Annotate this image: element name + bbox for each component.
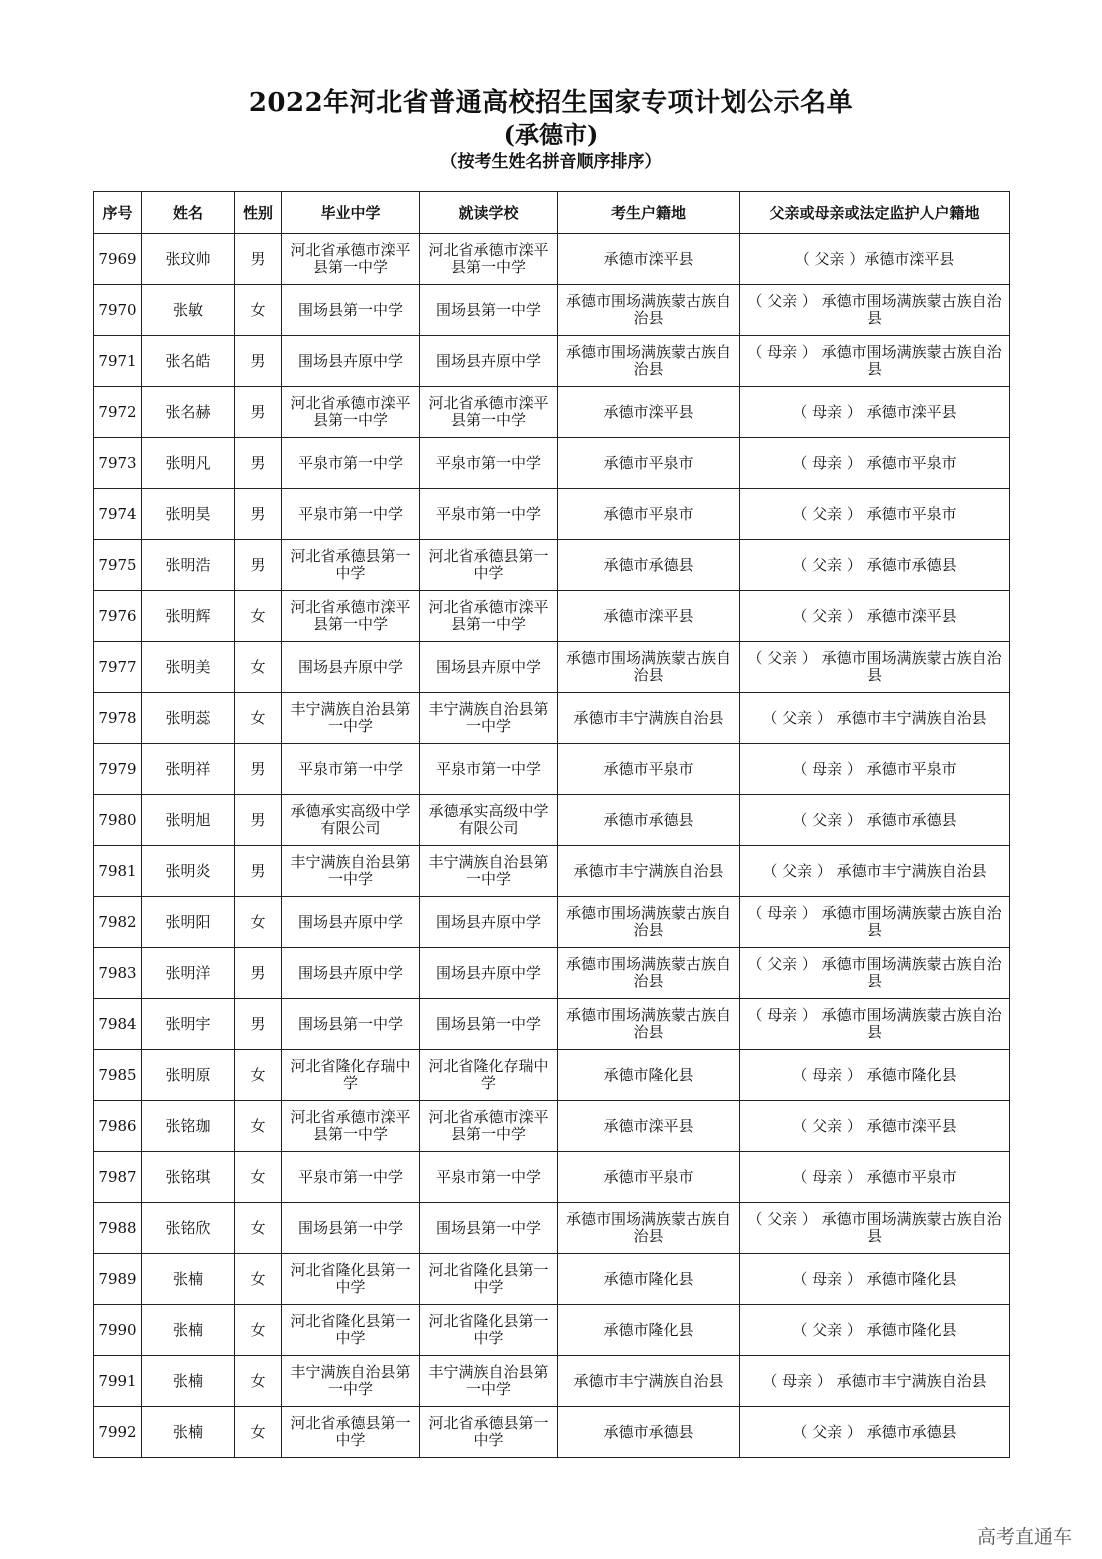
roster-table bbox=[93, 191, 1010, 1458]
cell-no: 7992 bbox=[94, 1407, 142, 1458]
cell-gender: 女 bbox=[235, 1050, 282, 1101]
cell-graduated-school: 围场县第一中学 bbox=[282, 1203, 420, 1254]
table-row bbox=[94, 1203, 1010, 1254]
cell-no: 7970 bbox=[94, 285, 142, 336]
cell-graduated-school: 围场县卉原中学 bbox=[282, 948, 420, 999]
cell-current-school: 平泉市第一中学 bbox=[420, 438, 558, 489]
document-title: 2022年河北省普通高校招生国家专项计划公示名单 bbox=[248, 88, 854, 118]
cell-name: 张明凡 bbox=[142, 438, 235, 489]
cell-no: 7973 bbox=[94, 438, 142, 489]
cell-guardian-residence: （ 父亲 ） 承德市围场满族蒙古族自治县 bbox=[740, 285, 1010, 336]
cell-no: 7991 bbox=[94, 1356, 142, 1407]
table-row bbox=[94, 540, 1010, 591]
table-row bbox=[94, 234, 1010, 285]
cell-student-residence: 承德市丰宁满族自治县 bbox=[558, 846, 740, 897]
column-header-gender: 性别 bbox=[235, 192, 282, 234]
cell-current-school: 围场县卉原中学 bbox=[420, 897, 558, 948]
column-header-current-school: 就读学校 bbox=[420, 192, 558, 234]
cell-guardian-residence: （ 父亲 ） 承德市平泉市 bbox=[740, 489, 1010, 540]
cell-no: 7972 bbox=[94, 387, 142, 438]
column-header-name: 姓名 bbox=[142, 192, 235, 234]
table-row bbox=[94, 1152, 1010, 1203]
table-row bbox=[94, 1305, 1010, 1356]
cell-current-school: 河北省隆化县第一中学 bbox=[420, 1305, 558, 1356]
cell-guardian-residence: （ 父亲 ）承德市滦平县 bbox=[740, 234, 1010, 285]
table-row bbox=[94, 846, 1010, 897]
cell-graduated-school: 围场县卉原中学 bbox=[282, 336, 420, 387]
cell-gender: 女 bbox=[235, 1152, 282, 1203]
cell-no: 7981 bbox=[94, 846, 142, 897]
cell-graduated-school: 河北省承德县第一中学 bbox=[282, 1407, 420, 1458]
table-row bbox=[94, 744, 1010, 795]
cell-guardian-residence: （ 父亲 ） 承德市承德县 bbox=[740, 540, 1010, 591]
cell-name: 张楠 bbox=[142, 1356, 235, 1407]
cell-guardian-residence: （ 父亲 ） 承德市滦平县 bbox=[740, 1101, 1010, 1152]
cell-guardian-residence: （ 母亲 ） 承德市隆化县 bbox=[740, 1254, 1010, 1305]
cell-guardian-residence: （ 母亲 ） 承德市滦平县 bbox=[740, 387, 1010, 438]
cell-gender: 女 bbox=[235, 642, 282, 693]
cell-gender: 男 bbox=[235, 234, 282, 285]
table-row bbox=[94, 591, 1010, 642]
cell-student-residence: 承德市平泉市 bbox=[558, 1152, 740, 1203]
cell-student-residence: 承德市滦平县 bbox=[558, 234, 740, 285]
cell-student-residence: 承德市丰宁满族自治县 bbox=[558, 693, 740, 744]
cell-current-school: 围场县卉原中学 bbox=[420, 948, 558, 999]
cell-graduated-school: 承德承实高级中学有限公司 bbox=[282, 795, 420, 846]
cell-name: 张明宇 bbox=[142, 999, 235, 1050]
table-row bbox=[94, 948, 1010, 999]
cell-guardian-residence: （ 母亲 ） 承德市隆化县 bbox=[740, 1050, 1010, 1101]
cell-student-residence: 承德市隆化县 bbox=[558, 1050, 740, 1101]
cell-gender: 男 bbox=[235, 744, 282, 795]
cell-no: 7983 bbox=[94, 948, 142, 999]
cell-guardian-residence: （ 父亲 ） 承德市丰宁满族自治县 bbox=[740, 693, 1010, 744]
cell-name: 张楠 bbox=[142, 1407, 235, 1458]
cell-current-school: 河北省承德市滦平县第一中学 bbox=[420, 1101, 558, 1152]
cell-current-school: 河北省承德县第一中学 bbox=[420, 540, 558, 591]
cell-student-residence: 承德市平泉市 bbox=[558, 489, 740, 540]
table-row bbox=[94, 693, 1010, 744]
cell-name: 张名皓 bbox=[142, 336, 235, 387]
document-header bbox=[0, 86, 1102, 174]
cell-gender: 女 bbox=[235, 693, 282, 744]
cell-graduated-school: 平泉市第一中学 bbox=[282, 438, 420, 489]
table-row bbox=[94, 489, 1010, 540]
cell-graduated-school: 围场县第一中学 bbox=[282, 999, 420, 1050]
cell-no: 7969 bbox=[94, 234, 142, 285]
cell-name: 张明祥 bbox=[142, 744, 235, 795]
cell-name: 张明洋 bbox=[142, 948, 235, 999]
cell-name: 张敏 bbox=[142, 285, 235, 336]
cell-guardian-residence: （ 母亲 ） 承德市围场满族蒙古族自治县 bbox=[740, 336, 1010, 387]
cell-graduated-school: 丰宁满族自治县第一中学 bbox=[282, 1356, 420, 1407]
cell-name: 张楠 bbox=[142, 1254, 235, 1305]
cell-current-school: 平泉市第一中学 bbox=[420, 1152, 558, 1203]
cell-no: 7976 bbox=[94, 591, 142, 642]
cell-no: 7984 bbox=[94, 999, 142, 1050]
cell-no: 7979 bbox=[94, 744, 142, 795]
table-row bbox=[94, 1050, 1010, 1101]
cell-graduated-school: 河北省承德市滦平县第一中学 bbox=[282, 234, 420, 285]
cell-graduated-school: 平泉市第一中学 bbox=[282, 1152, 420, 1203]
cell-no: 7974 bbox=[94, 489, 142, 540]
cell-student-residence: 承德市承德县 bbox=[558, 540, 740, 591]
cell-graduated-school: 围场县卉原中学 bbox=[282, 897, 420, 948]
cell-no: 7990 bbox=[94, 1305, 142, 1356]
cell-no: 7980 bbox=[94, 795, 142, 846]
cell-graduated-school: 丰宁满族自治县第一中学 bbox=[282, 846, 420, 897]
cell-current-school: 承德承实高级中学有限公司 bbox=[420, 795, 558, 846]
cell-no: 7985 bbox=[94, 1050, 142, 1101]
cell-graduated-school: 河北省隆化县第一中学 bbox=[282, 1305, 420, 1356]
cell-guardian-residence: （ 父亲 ） 承德市围场满族蒙古族自治县 bbox=[740, 1203, 1010, 1254]
cell-name: 张明蕊 bbox=[142, 693, 235, 744]
cell-student-residence: 承德市丰宁满族自治县 bbox=[558, 1356, 740, 1407]
cell-current-school: 围场县第一中学 bbox=[420, 285, 558, 336]
cell-name: 张明旭 bbox=[142, 795, 235, 846]
cell-name: 张铭珈 bbox=[142, 1101, 235, 1152]
cell-current-school: 围场县卉原中学 bbox=[420, 336, 558, 387]
cell-current-school: 平泉市第一中学 bbox=[420, 489, 558, 540]
cell-student-residence: 承德市滦平县 bbox=[558, 591, 740, 642]
cell-no: 7982 bbox=[94, 897, 142, 948]
cell-gender: 男 bbox=[235, 795, 282, 846]
cell-gender: 男 bbox=[235, 387, 282, 438]
cell-name: 张明昊 bbox=[142, 489, 235, 540]
cell-no: 7988 bbox=[94, 1203, 142, 1254]
cell-guardian-residence: （ 父亲 ） 承德市围场满族蒙古族自治县 bbox=[740, 948, 1010, 999]
cell-guardian-residence: （ 母亲 ） 承德市平泉市 bbox=[740, 1152, 1010, 1203]
cell-current-school: 河北省承德市滦平县第一中学 bbox=[420, 387, 558, 438]
cell-no: 7971 bbox=[94, 336, 142, 387]
cell-graduated-school: 河北省隆化县第一中学 bbox=[282, 1254, 420, 1305]
cell-graduated-school: 河北省承德县第一中学 bbox=[282, 540, 420, 591]
cell-name: 张明美 bbox=[142, 642, 235, 693]
table-row bbox=[94, 1101, 1010, 1152]
document-subtitle: (承德市) bbox=[503, 120, 599, 149]
cell-current-school: 河北省承德市滦平县第一中学 bbox=[420, 234, 558, 285]
cell-current-school: 平泉市第一中学 bbox=[420, 744, 558, 795]
cell-name: 张明辉 bbox=[142, 591, 235, 642]
cell-current-school: 围场县第一中学 bbox=[420, 1203, 558, 1254]
cell-gender: 女 bbox=[235, 285, 282, 336]
cell-name: 张名赫 bbox=[142, 387, 235, 438]
column-header-graduated-school: 毕业中学 bbox=[282, 192, 420, 234]
cell-guardian-residence: （ 母亲 ） 承德市围场满族蒙古族自治县 bbox=[740, 897, 1010, 948]
cell-guardian-residence: （ 父亲 ） 承德市围场满族蒙古族自治县 bbox=[740, 642, 1010, 693]
cell-gender: 男 bbox=[235, 846, 282, 897]
cell-name: 张明浩 bbox=[142, 540, 235, 591]
table-header-row bbox=[94, 192, 1010, 234]
cell-student-residence: 承德市围场满族蒙古族自治县 bbox=[558, 285, 740, 336]
cell-no: 7977 bbox=[94, 642, 142, 693]
cell-gender: 男 bbox=[235, 336, 282, 387]
cell-current-school: 河北省隆化县第一中学 bbox=[420, 1254, 558, 1305]
cell-graduated-school: 围场县卉原中学 bbox=[282, 642, 420, 693]
cell-current-school: 丰宁满族自治县第一中学 bbox=[420, 1356, 558, 1407]
cell-graduated-school: 河北省承德市滦平县第一中学 bbox=[282, 591, 420, 642]
cell-guardian-residence: （ 母亲 ） 承德市围场满族蒙古族自治县 bbox=[740, 999, 1010, 1050]
cell-student-residence: 承德市围场满族蒙古族自治县 bbox=[558, 948, 740, 999]
cell-gender: 男 bbox=[235, 540, 282, 591]
cell-student-residence: 承德市承德县 bbox=[558, 795, 740, 846]
table-row bbox=[94, 642, 1010, 693]
cell-graduated-school: 河北省承德市滦平县第一中学 bbox=[282, 1101, 420, 1152]
cell-gender: 男 bbox=[235, 438, 282, 489]
cell-gender: 男 bbox=[235, 999, 282, 1050]
cell-name: 张铭欣 bbox=[142, 1203, 235, 1254]
cell-guardian-residence: （ 父亲 ） 承德市滦平县 bbox=[740, 591, 1010, 642]
cell-graduated-school: 河北省承德市滦平县第一中学 bbox=[282, 387, 420, 438]
cell-guardian-residence: （ 父亲 ） 承德市承德县 bbox=[740, 795, 1010, 846]
cell-current-school: 河北省隆化存瑞中学 bbox=[420, 1050, 558, 1101]
cell-gender: 男 bbox=[235, 948, 282, 999]
cell-student-residence: 承德市平泉市 bbox=[558, 438, 740, 489]
cell-student-residence: 承德市平泉市 bbox=[558, 744, 740, 795]
table-row bbox=[94, 795, 1010, 846]
cell-current-school: 丰宁满族自治县第一中学 bbox=[420, 846, 558, 897]
watermark: 高考直通车 bbox=[976, 1526, 1072, 1548]
cell-name: 张玟帅 bbox=[142, 234, 235, 285]
cell-graduated-school: 围场县第一中学 bbox=[282, 285, 420, 336]
cell-name: 张明炎 bbox=[142, 846, 235, 897]
cell-current-school: 河北省承德县第一中学 bbox=[420, 1407, 558, 1458]
cell-student-residence: 承德市围场满族蒙古族自治县 bbox=[558, 999, 740, 1050]
table-row bbox=[94, 1356, 1010, 1407]
cell-gender: 女 bbox=[235, 1101, 282, 1152]
sort-note: （按考生姓名拼音顺序排序） bbox=[440, 152, 662, 172]
cell-no: 7987 bbox=[94, 1152, 142, 1203]
cell-student-residence: 承德市滦平县 bbox=[558, 387, 740, 438]
cell-student-residence: 承德市围场满族蒙古族自治县 bbox=[558, 336, 740, 387]
cell-current-school: 围场县卉原中学 bbox=[420, 642, 558, 693]
cell-current-school: 丰宁满族自治县第一中学 bbox=[420, 693, 558, 744]
cell-graduated-school: 丰宁满族自治县第一中学 bbox=[282, 693, 420, 744]
column-header-student-residence: 考生户籍地 bbox=[558, 192, 740, 234]
table-row bbox=[94, 897, 1010, 948]
cell-name: 张明阳 bbox=[142, 897, 235, 948]
cell-student-residence: 承德市围场满族蒙古族自治县 bbox=[558, 1203, 740, 1254]
cell-gender: 女 bbox=[235, 1254, 282, 1305]
cell-name: 张明原 bbox=[142, 1050, 235, 1101]
cell-current-school: 围场县第一中学 bbox=[420, 999, 558, 1050]
table-row bbox=[94, 438, 1010, 489]
cell-student-residence: 承德市隆化县 bbox=[558, 1305, 740, 1356]
table-row bbox=[94, 999, 1010, 1050]
cell-graduated-school: 平泉市第一中学 bbox=[282, 489, 420, 540]
cell-gender: 男 bbox=[235, 489, 282, 540]
cell-no: 7986 bbox=[94, 1101, 142, 1152]
table-row bbox=[94, 1254, 1010, 1305]
cell-guardian-residence: （ 母亲 ） 承德市平泉市 bbox=[740, 744, 1010, 795]
cell-guardian-residence: （ 母亲 ） 承德市平泉市 bbox=[740, 438, 1010, 489]
cell-graduated-school: 平泉市第一中学 bbox=[282, 744, 420, 795]
cell-gender: 女 bbox=[235, 591, 282, 642]
column-header-no: 序号 bbox=[94, 192, 142, 234]
cell-student-residence: 承德市承德县 bbox=[558, 1407, 740, 1458]
cell-guardian-residence: （ 父亲 ） 承德市承德县 bbox=[740, 1407, 1010, 1458]
cell-guardian-residence: （ 母亲 ） 承德市丰宁满族自治县 bbox=[740, 1356, 1010, 1407]
cell-guardian-residence: （ 父亲 ） 承德市隆化县 bbox=[740, 1305, 1010, 1356]
cell-no: 7978 bbox=[94, 693, 142, 744]
cell-gender: 女 bbox=[235, 1203, 282, 1254]
cell-name: 张楠 bbox=[142, 1305, 235, 1356]
column-header-guardian-residence: 父亲或母亲或法定监护人户籍地 bbox=[740, 192, 1010, 234]
table-row bbox=[94, 1407, 1010, 1458]
cell-student-residence: 承德市隆化县 bbox=[558, 1254, 740, 1305]
cell-gender: 女 bbox=[235, 1356, 282, 1407]
cell-gender: 女 bbox=[235, 897, 282, 948]
cell-name: 张铭琪 bbox=[142, 1152, 235, 1203]
cell-guardian-residence: （ 父亲 ） 承德市丰宁满族自治县 bbox=[740, 846, 1010, 897]
cell-no: 7989 bbox=[94, 1254, 142, 1305]
cell-student-residence: 承德市围场满族蒙古族自治县 bbox=[558, 897, 740, 948]
cell-student-residence: 承德市围场满族蒙古族自治县 bbox=[558, 642, 740, 693]
cell-graduated-school: 河北省隆化存瑞中学 bbox=[282, 1050, 420, 1101]
cell-gender: 女 bbox=[235, 1407, 282, 1458]
cell-student-residence: 承德市滦平县 bbox=[558, 1101, 740, 1152]
cell-no: 7975 bbox=[94, 540, 142, 591]
cell-gender: 女 bbox=[235, 1305, 282, 1356]
table-row bbox=[94, 387, 1010, 438]
cell-current-school: 河北省承德市滦平县第一中学 bbox=[420, 591, 558, 642]
table-body bbox=[94, 234, 1010, 1458]
table-row bbox=[94, 336, 1010, 387]
table-row bbox=[94, 285, 1010, 336]
